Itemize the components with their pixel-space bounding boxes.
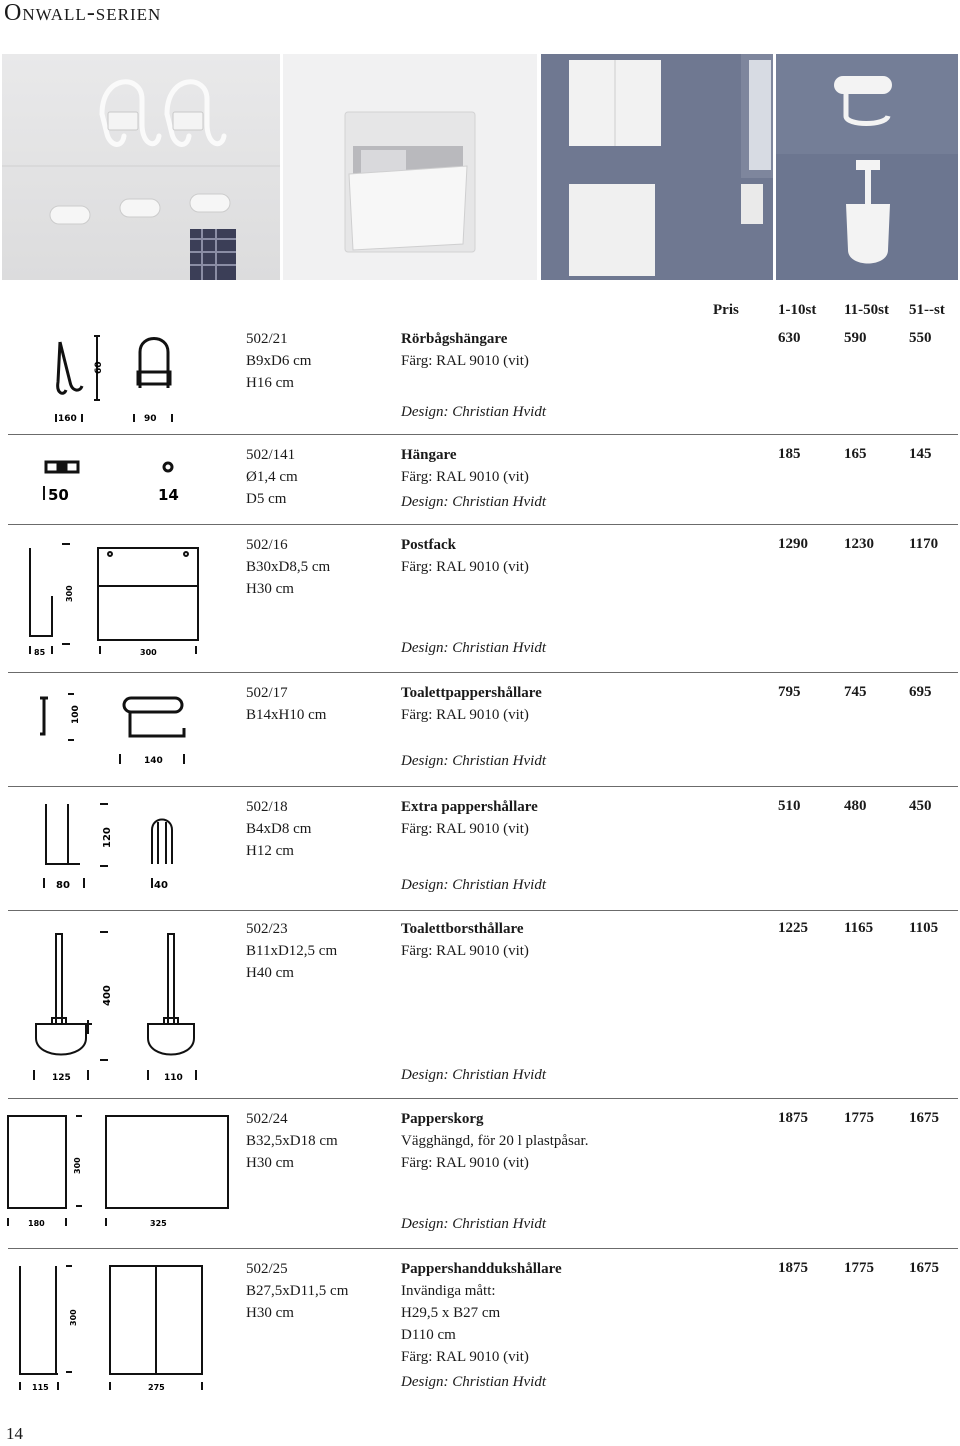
product-row [0, 910, 960, 1098]
product-dim: D5 cm [246, 491, 287, 507]
drawing-label: 110 [164, 1073, 183, 1083]
photo-postfack [283, 54, 537, 280]
drawing-label: 300 [69, 1309, 78, 1326]
product-code: 502/16 [246, 537, 288, 553]
product-dim: H40 cm [246, 965, 294, 981]
price-11-50: 165 [844, 446, 867, 462]
product-dim: B11xD12,5 cm [246, 943, 338, 959]
product-designer: Design: Christian Hvidt [401, 1067, 546, 1083]
drawing-postfack [0, 524, 240, 672]
price-header-col2: 11-50st [844, 302, 889, 318]
price-51: 1105 [909, 920, 939, 936]
drawing-label: 400 [102, 985, 113, 1006]
price-1-10: 795 [778, 684, 801, 700]
price-51: 695 [909, 684, 932, 700]
product-spec [246, 328, 311, 394]
product-designer: Design: Christian Hvidt [401, 640, 546, 656]
product-color: Färg: RAL 9010 (vit) [401, 707, 529, 723]
product-name: Extra pappershållare [401, 799, 538, 815]
product-dim: H30 cm [246, 1155, 294, 1171]
price-1-10: 1290 [778, 536, 808, 552]
product-code: 502/25 [246, 1261, 288, 1277]
price-1-10: 510 [778, 798, 801, 814]
product-dim: B14xH10 cm [246, 707, 327, 723]
product-name: Toalettborsthållare [401, 921, 524, 937]
photo-boxes [541, 54, 773, 280]
product-designer: Design: Christian Hvidt [401, 404, 546, 420]
product-designer: Design: Christian Hvidt [401, 494, 546, 510]
price-51: 1170 [909, 536, 939, 552]
price-1-10: 1875 [778, 1110, 808, 1126]
photo-toilet-accessories [776, 54, 958, 280]
drawing-label: 60 [94, 361, 104, 374]
page-number: 14 [6, 1424, 23, 1443]
drawing-label: 125 [52, 1073, 71, 1083]
product-designer: Design: Christian Hvidt [401, 753, 546, 769]
product-code: 502/23 [246, 921, 288, 937]
product-desc [401, 682, 542, 726]
drawing-waste-basket [0, 1098, 240, 1248]
product-desc-line: Invändiga mått: [401, 1283, 496, 1299]
drawing-label: 120 [102, 827, 113, 848]
price-1-10: 630 [778, 330, 801, 346]
price-11-50: 480 [844, 798, 867, 814]
price-11-50: 1230 [844, 536, 874, 552]
product-dim: B4xD8 cm [246, 821, 312, 837]
product-desc [401, 1258, 562, 1368]
price-header-col3: 51--st [909, 302, 945, 318]
product-designer: Design: Christian Hvidt [401, 1216, 546, 1232]
product-row [0, 434, 960, 524]
drawing-label: 275 [148, 1383, 165, 1392]
product-row [0, 322, 960, 434]
drawing-extra-paper-holder [0, 786, 240, 910]
drawing-label: 180 [28, 1219, 45, 1228]
product-code: 502/17 [246, 685, 288, 701]
product-color: Färg: RAL 9010 (vit) [401, 943, 529, 959]
product-row [0, 524, 960, 672]
product-dim: Ø1,4 cm [246, 469, 298, 485]
drawing-toilet-brush-holder [0, 910, 240, 1098]
product-name: Papperskorg [401, 1111, 484, 1127]
product-color: Färg: RAL 9010 (vit) [401, 469, 529, 485]
drawing-paper-towel-holder [0, 1248, 240, 1398]
price-11-50: 590 [844, 330, 867, 346]
drawing-label: 115 [32, 1383, 49, 1392]
product-spec [246, 534, 330, 600]
product-desc [401, 444, 529, 488]
price-11-50: 1775 [844, 1260, 874, 1276]
product-dim: H30 cm [246, 1305, 294, 1321]
drawing-label: 140 [144, 756, 163, 766]
product-dim: H12 cm [246, 843, 294, 859]
drawing-label: 80 [56, 880, 70, 891]
product-code: 502/18 [246, 799, 288, 815]
product-code: 502/141 [246, 447, 296, 463]
product-dim: H16 cm [246, 375, 294, 391]
product-color: Färg: RAL 9010 (vit) [401, 353, 529, 369]
price-51: 450 [909, 798, 932, 814]
product-spec [246, 918, 337, 984]
drawing-label: 300 [65, 585, 74, 602]
product-row [0, 672, 960, 786]
drawing-label: 100 [71, 705, 81, 724]
drawing-label: 300 [73, 1157, 82, 1174]
page-title: Onwall-serien [4, 0, 162, 26]
photo-hooks [2, 54, 280, 280]
product-designer: Design: Christian Hvidt [401, 1374, 546, 1390]
product-row [0, 1248, 960, 1398]
product-desc-line: H29,5 x B27 cm [401, 1305, 501, 1321]
price-51: 145 [909, 446, 932, 462]
product-dim: B27,5xD11,5 cm [246, 1283, 349, 1299]
product-code: 502/24 [246, 1111, 288, 1127]
product-spec [246, 796, 311, 862]
product-name: Toalettpappershållare [401, 685, 542, 701]
product-dim: B32,5xD18 cm [246, 1133, 338, 1149]
product-row [0, 786, 960, 910]
product-name: Pappershanddukshållare [401, 1261, 562, 1277]
product-dim: B9xD6 cm [246, 353, 312, 369]
product-code: 502/21 [246, 331, 288, 347]
product-desc [401, 328, 529, 372]
price-header-col1: 1-10st [778, 302, 817, 318]
drawing-label: 14 [158, 486, 179, 504]
drawing-hanger [0, 434, 240, 524]
drawing-label: 40 [154, 880, 168, 891]
drawing-label: 160 [58, 414, 77, 424]
product-spec [246, 1258, 348, 1324]
price-51: 1675 [909, 1260, 939, 1276]
drawing-label: 300 [140, 648, 157, 657]
drawing-label: 85 [34, 648, 46, 657]
drawing-hook [0, 322, 240, 434]
product-row [0, 1098, 960, 1248]
price-1-10: 1875 [778, 1260, 808, 1276]
product-spec [246, 1108, 338, 1174]
product-dim: B30xD8,5 cm [246, 559, 331, 575]
product-desc [401, 918, 529, 962]
product-name: Hängare [401, 447, 457, 463]
price-1-10: 185 [778, 446, 801, 462]
product-photo-strip [0, 52, 960, 280]
drawing-toilet-paper-holder [0, 672, 240, 786]
product-color: Färg: RAL 9010 (vit) [401, 1155, 529, 1171]
price-11-50: 745 [844, 684, 867, 700]
price-1-10: 1225 [778, 920, 808, 936]
product-spec [246, 682, 326, 726]
drawing-label: 90 [144, 414, 157, 424]
product-color: Färg: RAL 9010 (vit) [401, 821, 529, 837]
price-11-50: 1165 [844, 920, 874, 936]
product-color: Färg: RAL 9010 (vit) [401, 1349, 529, 1365]
product-color: Färg: RAL 9010 (vit) [401, 559, 529, 575]
product-name: Postfack [401, 537, 456, 553]
price-header: Pris [713, 302, 739, 318]
product-desc [401, 1108, 588, 1174]
price-51: 550 [909, 330, 932, 346]
product-designer: Design: Christian Hvidt [401, 877, 546, 893]
price-51: 1675 [909, 1110, 939, 1126]
product-desc-line: Vägghängd, för 20 l plastpåsar. [401, 1133, 589, 1149]
product-spec [246, 444, 298, 510]
drawing-label: 325 [150, 1219, 167, 1228]
drawing-label: 50 [48, 486, 69, 504]
product-desc-line: D110 cm [401, 1327, 456, 1343]
product-desc [401, 534, 529, 578]
product-desc [401, 796, 538, 840]
product-dim: H30 cm [246, 581, 294, 597]
price-11-50: 1775 [844, 1110, 874, 1126]
product-name: Rörbågshängare [401, 331, 508, 347]
